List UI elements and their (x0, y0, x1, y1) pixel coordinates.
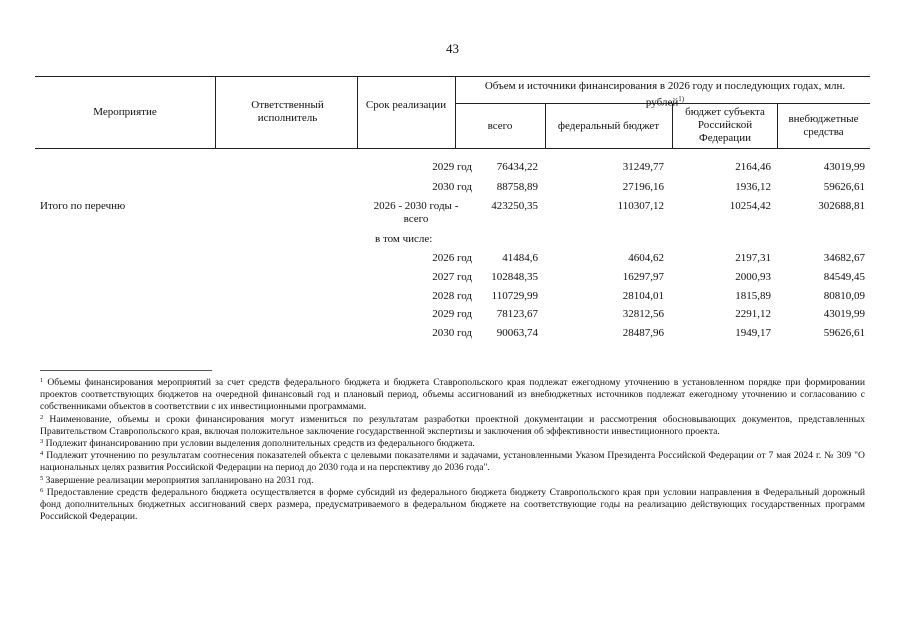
cell-offbudget: 43019,99 (823, 308, 865, 320)
header-offbudget: внебюджетные средства (788, 113, 859, 138)
cell-total: 423250,35 (491, 200, 538, 212)
row-period: 2029 год (432, 161, 472, 173)
col-divider-1 (215, 76, 216, 148)
footnote-text: Предоставление средств федерального бюджета осуществляется в форме субсидий из федерального бюджета бюджету Ставропольского края при условии направления в Федеральный дорожный фонд дополнительных бюджетных ассигнований сверх размера, предусматриваемого в федеральном бюджете на соответствующие годы на реализацию действующих государственных программ Российской Федерации. (40, 486, 865, 523)
footnote-number: 6 (40, 486, 44, 494)
cell-federal: 16297,97 (622, 271, 664, 283)
cell-federal: 27196,16 (622, 181, 664, 193)
cell-offbudget: 34682,67 (823, 252, 865, 264)
cell-regional: 2291,12 (735, 308, 771, 320)
table-header-bottom-border (35, 148, 870, 149)
header-federal: федеральный бюджет (557, 120, 660, 132)
cell-total: 102848,35 (491, 271, 538, 283)
footnote-number: 3 (40, 438, 44, 446)
col-divider-2 (357, 76, 358, 148)
header-measure: Мероприятие (93, 106, 157, 118)
footnote-number: 1 (40, 377, 44, 384)
footnote-item (40, 438, 865, 450)
footnote-number: 2 (40, 413, 44, 421)
cell-offbudget: 302688,81 (818, 200, 865, 212)
footnote-item (40, 487, 865, 524)
footnote-item (40, 450, 865, 474)
cell-total: 88758,89 (496, 181, 538, 193)
row-period-subheading: в том числе: (375, 233, 433, 245)
cell-federal: 32812,56 (622, 308, 664, 320)
cell-regional: 2164,46 (735, 161, 771, 173)
row-period: 2027 год (432, 271, 472, 283)
cell-regional: 1936,12 (735, 181, 771, 193)
header-funding-group (470, 80, 860, 110)
cell-offbudget: 80810,09 (823, 290, 865, 302)
cell-offbudget: 43019,99 (823, 161, 865, 173)
footnote-separator (40, 370, 212, 371)
footnote-item (40, 377, 865, 414)
cell-federal: 110307,12 (617, 200, 664, 212)
footnote-text: Объемы финансирования мероприятий за счет средств федерального бюджета и бюджета Ставропольского края подлежат ежегодному уточнению в установленном порядке при формировании проектов соответствующих бюджетов на очередной финансовый год и плановый период, объемы ассигнований из внебюджетных источников подлежат ежегодному уточнению и согласованию с собственниками объектов в соответствии с их инвестиционными программами. (40, 377, 865, 413)
row-period: 2029 год (432, 308, 472, 320)
footnote-number: 5 (40, 474, 44, 482)
cell-federal: 31249,77 (622, 161, 664, 173)
page-number: 43 (446, 41, 459, 56)
cell-regional: 1815,89 (735, 290, 771, 302)
cell-federal: 28487,96 (622, 327, 664, 339)
cell-regional: 2197,31 (735, 252, 771, 264)
cell-regional: 1949,17 (735, 327, 771, 339)
footnote-item (40, 414, 865, 438)
cell-total: 41484,6 (502, 252, 538, 264)
row-period: 2028 год (432, 290, 472, 302)
cell-total: 90063,74 (496, 327, 538, 339)
row-period: 2026 год (432, 252, 472, 264)
footnote-text: Наименование, объемы и сроки финансирования могут измениться по результатам разработки проектной документации и рассмотрения обосновывающих документов, представленных Правительством Ставропольского края, включая положительное заключение государственной экспертизы и заключения об эффективности инвестиционного проекта. (40, 413, 865, 437)
cell-total: 78123,67 (496, 308, 538, 320)
footnote-item (40, 475, 865, 487)
header-executor: Ответственный исполнитель (251, 99, 324, 124)
cell-federal: 4604,62 (628, 252, 664, 264)
table-top-border (35, 76, 870, 77)
footnotes (40, 377, 865, 523)
footnote-text: Подлежит финансированию при условии выделения дополнительных средств из федерального бюджета. (45, 438, 475, 450)
row-period: 2030 год (432, 327, 472, 339)
cell-total: 110729,99 (491, 290, 538, 302)
row-period: 2030 год (432, 181, 472, 193)
cell-offbudget: 59626,61 (823, 181, 865, 193)
header-regional: бюджет субъекта Российской Федерации (685, 106, 765, 144)
cell-federal: 28104,01 (622, 290, 664, 302)
cell-regional: 10254,42 (729, 200, 771, 212)
footnote-text: Завершение реализации мероприятия запланировано на 2031 год. (45, 474, 314, 486)
header-funding-footnote-ref: 1) (678, 95, 685, 103)
cell-total: 76434,22 (496, 161, 538, 173)
header-total: всего (487, 120, 513, 132)
footnote-number: 4 (40, 450, 44, 458)
col-divider-3 (455, 76, 456, 148)
row-label-total: Итого по перечню (40, 200, 126, 212)
cell-offbudget: 59626,61 (823, 327, 865, 339)
header-period: Срок реализации (365, 99, 447, 111)
col-divider-5 (672, 103, 673, 148)
cell-regional: 2000,93 (735, 271, 771, 283)
row-period: 2026 - 2030 годы - всего (373, 200, 459, 225)
footnote-text: Подлежит уточнению по результатам соотнесения показателей объекта с целевыми показателями и задачами, установленными Указом Президента Российской Федерации от 7 мая 2024 г. № 309 "О национальных целях развития Российской Федерации на период до 2030 года и на перспективу до 2036 года". (40, 450, 865, 474)
cell-offbudget: 84549,45 (823, 271, 865, 283)
header-funding-group-text: Объем и источники финансирования в 2026 году и последующих годах, млн. рублей (484, 80, 846, 109)
